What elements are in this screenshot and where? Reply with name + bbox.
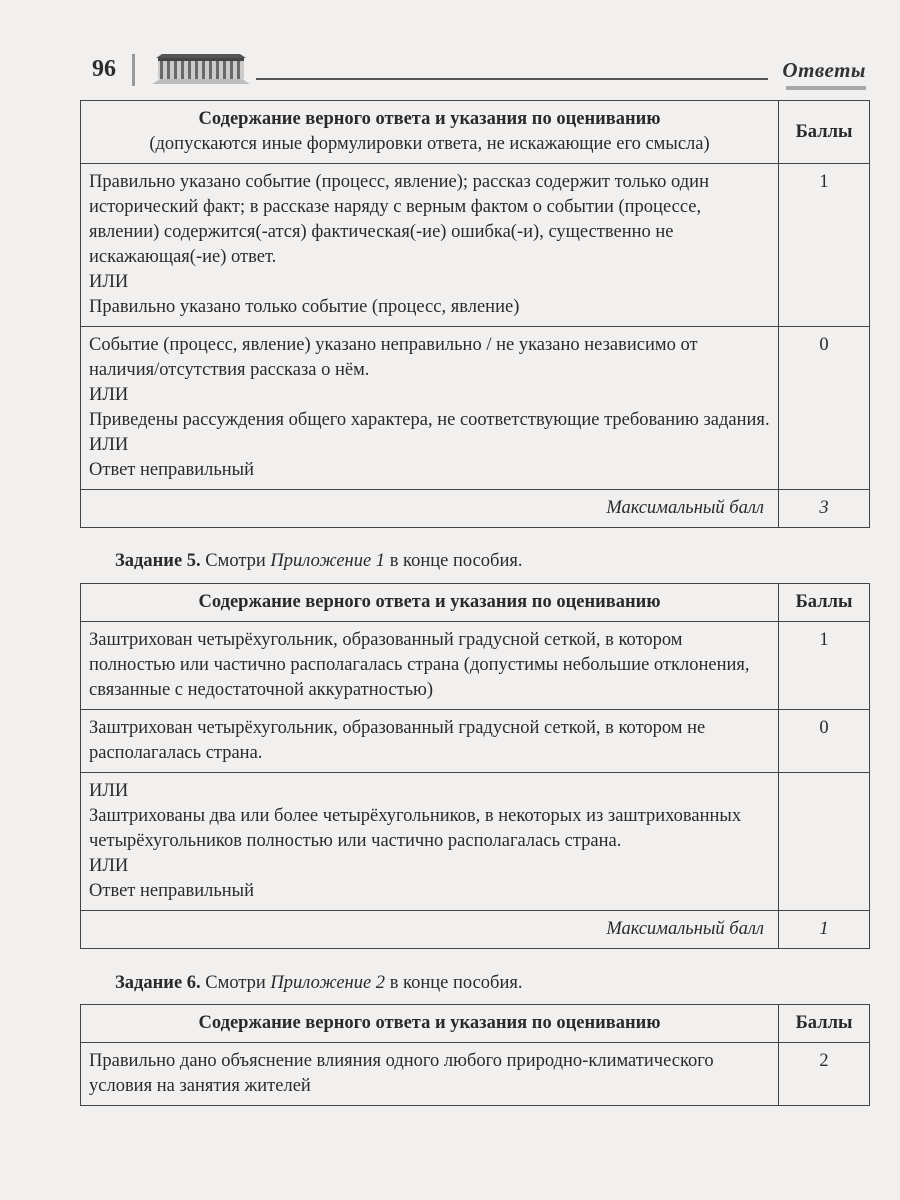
header-rule — [256, 78, 768, 80]
parthenon-temple-icon — [146, 52, 256, 86]
header-score: Баллы — [779, 1005, 870, 1043]
score-cell: 1 — [779, 164, 870, 327]
criteria-cell: Правильно дано объяснение влияния одного любого природно-климатического условия на занятия жителей — [81, 1043, 779, 1106]
criteria-cell: Заштрихован четырёхугольник, образованный градусной сеткой, в котором полностью или частично располагалась страна (допустимы небольшие отклонения, связанные с недостаточной аккуратностью) — [81, 622, 779, 710]
table-row — [81, 327, 870, 490]
header-content: Содержание верного ответа и указания по оцениванию — [81, 584, 779, 622]
criteria-cell: ИЛИ Заштрихованы два или более четырёхугольников, в некоторых из заштрихованных четырёхугольников полностью или частично располагалась страна. ИЛИ Ответ неправильный — [81, 773, 779, 911]
header-score: Баллы — [779, 101, 870, 164]
score-cell: 2 — [779, 1043, 870, 1106]
rubric-table-task6 — [80, 1004, 870, 1106]
table-row — [81, 710, 870, 773]
table-row — [81, 164, 870, 327]
max-score-row — [81, 490, 870, 528]
task6-heading: Задание 6. Смотри Приложение 2 в конце пособия. — [115, 973, 523, 993]
max-score-row — [81, 911, 870, 949]
score-cell: 1 — [779, 622, 870, 710]
table-header-row — [81, 584, 870, 622]
task5-heading: Задание 5. Смотри Приложение 1 в конце пособия. — [115, 551, 523, 571]
table-header-row — [81, 101, 870, 164]
section-title: Ответы — [782, 58, 866, 82]
header-content: Содержание верного ответа и указания по оцениванию — [81, 1005, 779, 1043]
max-score-label: Максимальный балл — [81, 911, 779, 949]
section-underline — [786, 86, 866, 90]
appendix-ref: Приложение 2 — [270, 973, 386, 993]
table-row — [81, 622, 870, 710]
header-divider — [132, 54, 135, 86]
criteria-cell: Событие (процесс, явление) указано неправильно / не указано независимо от наличия/отсутствия рассказа о нём. ИЛИ Приведены рассуждения общего характера, не соответствующие требованию задания. ИЛИ Ответ неправильный — [81, 327, 779, 490]
table-row — [81, 773, 870, 911]
score-cell — [779, 773, 870, 911]
rubric-table-task4 — [80, 100, 870, 528]
rubric-table-task5 — [80, 583, 870, 949]
table-header-row — [81, 1005, 870, 1043]
criteria-cell: Правильно указано событие (процесс, явление); рассказ содержит только один исторический факт; в рассказе наряду с верным фактом о событии (процессе, явлении) содержится(-атся) фактическая(-ие) ошибка(-и), существенно не искажающая(-ие) ответ. ИЛИ Правильно указано только событие (процесс, явление) — [81, 164, 779, 327]
max-score-value: 3 — [779, 490, 870, 528]
score-cell: 0 — [779, 327, 870, 490]
appendix-ref: Приложение 1 — [270, 551, 386, 571]
header-content: Содержание верного ответа и указания по оцениванию (допускаются иные формулировки ответа, не искажающие его смысла) — [81, 101, 779, 164]
table-row — [81, 1043, 870, 1106]
max-score-label: Максимальный балл — [81, 490, 779, 528]
header-score: Баллы — [779, 584, 870, 622]
score-cell: 0 — [779, 710, 870, 773]
page-header — [80, 52, 870, 92]
max-score-value: 1 — [779, 911, 870, 949]
page-number: 96 — [92, 56, 116, 82]
header-subtitle: (допускаются иные формулировки ответа, не искажающие его смысла) — [149, 134, 710, 154]
criteria-cell: Заштрихован четырёхугольник, образованный градусной сеткой, в котором не располагалась страна. — [81, 710, 779, 773]
